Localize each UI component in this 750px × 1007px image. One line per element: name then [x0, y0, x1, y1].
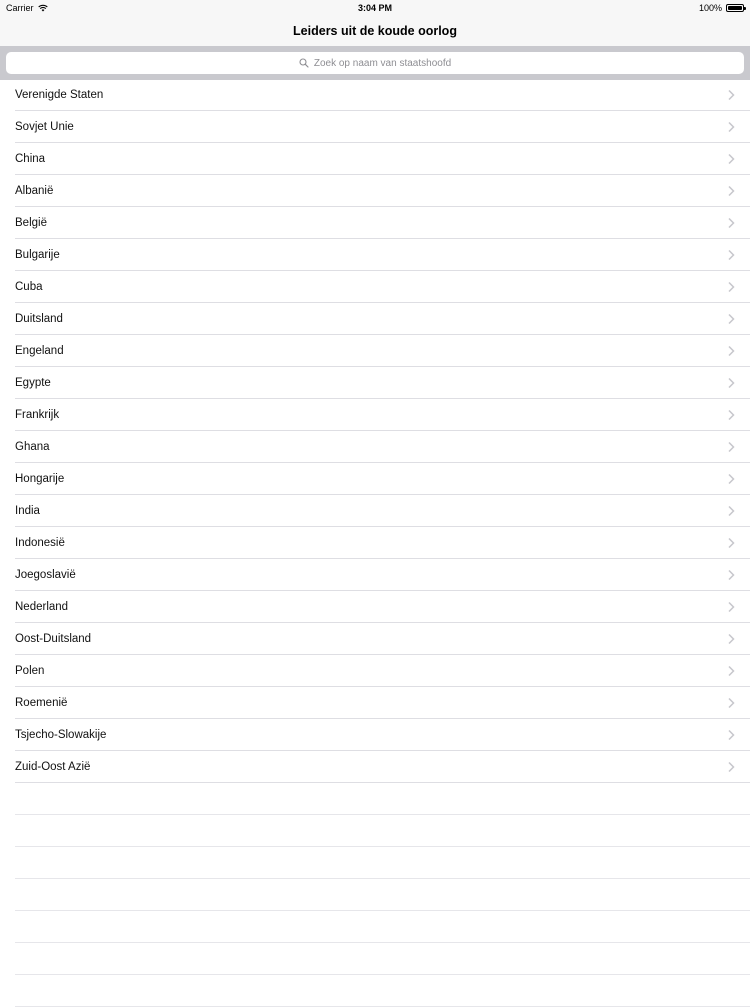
list-item[interactable] [15, 79, 750, 111]
list-item-label: Tsjecho-Slowakije [15, 729, 107, 741]
list-item[interactable] [15, 335, 750, 367]
list-item-label: Hongarije [15, 473, 65, 485]
chevron-right-icon [725, 121, 737, 133]
chevron-right-icon [725, 185, 737, 197]
list-item-label: India [15, 505, 40, 517]
country-list [0, 79, 750, 1007]
list-item-label: Joegoslavië [15, 569, 76, 581]
chevron-right-icon [725, 729, 737, 741]
list-item-label: België [15, 217, 47, 229]
list-item[interactable] [15, 303, 750, 335]
list-item[interactable] [15, 591, 750, 623]
list-item-label: Oost-Duitsland [15, 633, 92, 645]
list-item-label: Bulgarije [15, 249, 60, 261]
chevron-right-icon [725, 697, 737, 709]
list-item-label: Engeland [15, 345, 64, 357]
list-item[interactable] [15, 687, 750, 719]
carrier-label: Carrier [6, 3, 34, 13]
list-item-label: Egypte [15, 377, 51, 389]
empty-row-separator [15, 783, 750, 815]
list-item-label: Ghana [15, 441, 50, 453]
list-item-label: Zuid-Oost Azië [15, 761, 91, 773]
search-icon [299, 58, 309, 68]
list-item[interactable] [15, 175, 750, 207]
chevron-right-icon [725, 89, 737, 101]
chevron-right-icon [725, 249, 737, 261]
status-bar [0, 0, 750, 16]
list-item[interactable] [15, 399, 750, 431]
list-item[interactable] [15, 367, 750, 399]
list-item[interactable] [15, 527, 750, 559]
list-item[interactable] [15, 655, 750, 687]
list-item[interactable] [15, 623, 750, 655]
chevron-right-icon [725, 473, 737, 485]
list-item[interactable] [15, 559, 750, 591]
list-item-label: Cuba [15, 281, 43, 293]
chevron-right-icon [725, 601, 737, 613]
page-title: Leiders uit de koude oorlog [293, 24, 457, 38]
list-item-label: Duitsland [15, 313, 63, 325]
empty-row-separator [15, 911, 750, 943]
search-placeholder: Zoek op naam van staatshoofd [313, 57, 452, 69]
list-item-label: Verenigde Staten [15, 89, 104, 101]
chevron-right-icon [725, 281, 737, 293]
empty-row-separator [15, 975, 750, 1007]
list-item-label: Sovjet Unie [15, 121, 74, 133]
list-item-label: China [15, 153, 46, 165]
list-item-label: Roemenië [15, 697, 68, 709]
list-item[interactable] [15, 111, 750, 143]
list-item[interactable] [15, 143, 750, 175]
empty-row-separator [15, 847, 750, 879]
battery-icon [726, 4, 744, 12]
chevron-right-icon [725, 345, 737, 357]
list-item[interactable] [15, 239, 750, 271]
list-item[interactable] [15, 431, 750, 463]
list-item[interactable] [15, 463, 750, 495]
list-item[interactable] [15, 751, 750, 783]
chevron-right-icon [725, 505, 737, 517]
navigation-bar [0, 16, 750, 46]
chevron-right-icon [725, 665, 737, 677]
list-item-label: Frankrijk [15, 409, 60, 421]
battery-indicator [699, 0, 744, 16]
empty-row-separator [15, 879, 750, 911]
list-item-label: Albanië [15, 185, 54, 197]
list-item[interactable] [15, 271, 750, 303]
chevron-right-icon [725, 633, 737, 645]
chevron-right-icon [725, 441, 737, 453]
list-item-label: Polen [15, 665, 45, 677]
empty-row-separator [15, 943, 750, 975]
list-item[interactable] [15, 207, 750, 239]
list-item[interactable] [15, 495, 750, 527]
battery-percentage: 100% [698, 3, 722, 13]
chevron-right-icon [725, 537, 737, 549]
chevron-right-icon [725, 377, 737, 389]
empty-row-separator [15, 815, 750, 847]
chevron-right-icon [725, 569, 737, 581]
list-item-label: Indonesië [15, 537, 65, 549]
chevron-right-icon [725, 409, 737, 421]
status-time: 3:04 PM [357, 3, 392, 13]
chevron-right-icon [725, 761, 737, 773]
search-input[interactable] [6, 52, 744, 74]
list-item[interactable] [15, 719, 750, 751]
search-bar [0, 46, 750, 80]
chevron-right-icon [725, 153, 737, 165]
chevron-right-icon [725, 217, 737, 229]
chevron-right-icon [725, 313, 737, 325]
list-item-label: Nederland [15, 601, 69, 613]
